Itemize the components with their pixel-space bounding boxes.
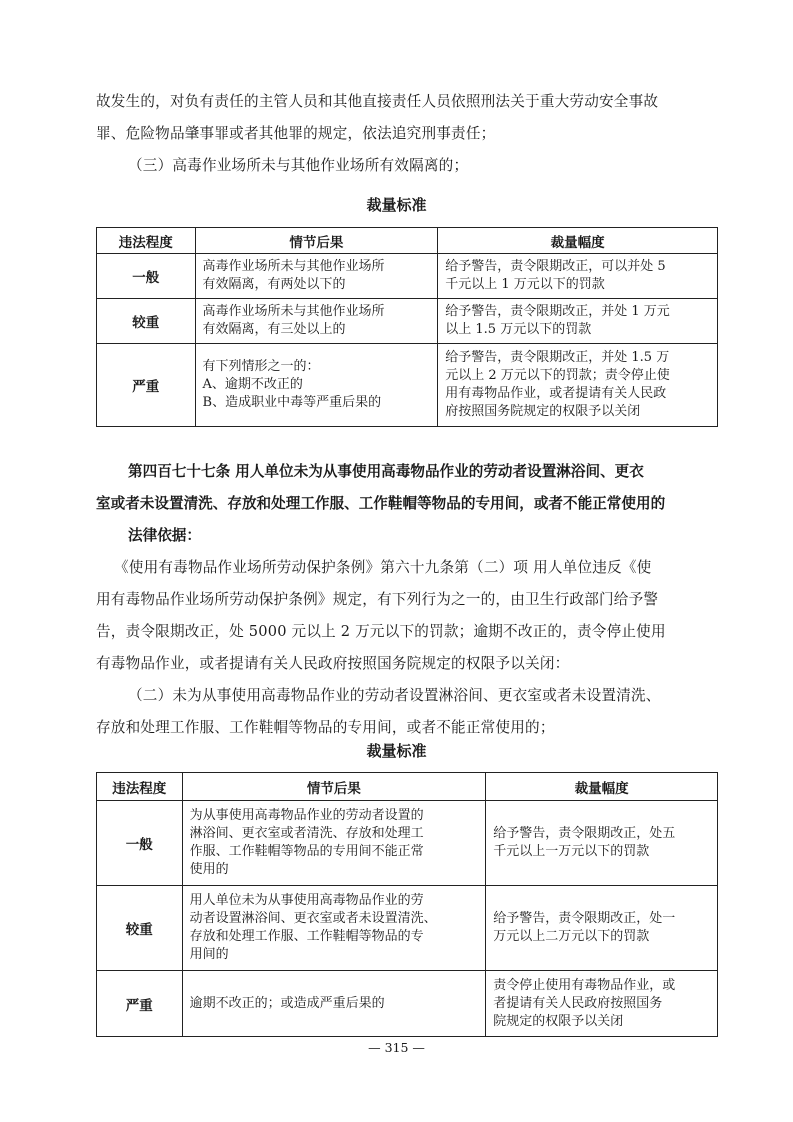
page-number: — 315 —	[368, 1040, 425, 1055]
table-header-row	[97, 773, 718, 801]
paragraph-line: 有毒物品作业，或者提请有关人民政府按照国务院规定的权限予以关闭：	[96, 655, 570, 672]
paragraph-line: 故发生的，对负有责任的主管人员和其他直接责任人员依照刑法关于重大劳动安全事故	[96, 93, 659, 110]
table1	[96, 227, 718, 427]
discretion-cell: 给予警告，责令限期改正，可以并处 5 千元以上 1 万元以下的罚款	[438, 254, 718, 299]
discretion-cell: 给予警告，责令限期改正，并处 1.5 万 元以上 2 万元以下的罚款；责令停止使 用有毒物品作业，或者提请有关人民政 府按照国务院规定的权限予以关闭	[438, 344, 718, 427]
table-header-cell: 情节后果	[195, 228, 438, 254]
discretion-cell: 责令停止使用有毒物品作业，或 者提请有关人民政府按照国务 院规定的权限予以关闭	[486, 971, 718, 1037]
paragraph-line: 《使用有毒物品作业场所劳动保护条例》第六十九条第（二）项 用人单位违反《使	[114, 559, 652, 576]
paragraph-line: 用有毒物品作业场所劳动保护条例》规定，有下列行为之一的，由卫生行政部门给予警	[96, 591, 659, 608]
circumstance-cell: 为从事使用高毒物品作业的劳动者设置的 淋浴间、更衣室或者清洗、存放和处理工 作服、工作鞋帽等物品的专用间不能正常 使用的	[182, 801, 486, 886]
degree-cell: 一般	[97, 801, 183, 886]
table-header-cell: 情节后果	[182, 773, 486, 801]
discretion-cell: 给予警告，责令限期改正，处一 万元以上二万元以下的罚款	[486, 886, 718, 971]
discretion-cell: 给予警告，责令限期改正，处五 千元以上一万元以下的罚款	[486, 801, 718, 886]
table-header-cell: 违法程度	[97, 228, 196, 254]
table-header-cell: 违法程度	[97, 773, 183, 801]
paragraph-line: 告，责令限期改正，处 5000 元以上 2 万元以下的罚款；逾期不改正的，责令停止使用	[96, 623, 666, 640]
paragraph-line: （三）高毒作业场所未与其他作业场所有效隔离的；	[128, 157, 469, 174]
table-row	[97, 344, 718, 427]
legal-basis-label: 法律依据：	[128, 527, 201, 544]
table2-heading: 裁量标准	[366, 742, 427, 760]
degree-cell: 严重	[97, 971, 183, 1037]
table1-heading: 裁量标准	[366, 196, 427, 214]
table-header-row	[97, 228, 718, 254]
degree-cell: 一般	[97, 254, 196, 299]
table-header-cell: 裁量幅度	[486, 773, 718, 801]
degree-cell: 严重	[97, 344, 196, 427]
paragraph-line: 罪、危险物品肇事罪或者其他罪的规定，依法追究刑事责任；	[96, 125, 496, 142]
table-row	[97, 886, 718, 971]
degree-cell: 较重	[97, 886, 183, 971]
circumstance-cell: 有下列情形之一的： A、逾期不改正的 B、造成职业中毒等严重后果的	[195, 344, 438, 427]
table-row	[97, 299, 718, 344]
paragraph-line: （二）未为从事使用高毒物品作业的劳动者设置淋浴间、更衣室或者未设置清洗、	[128, 687, 661, 704]
circumstance-cell: 高毒作业场所未与其他作业场所 有效隔离，有两处以下的	[195, 254, 438, 299]
article-title: 第四百七十七条 用人单位未为从事使用高毒物品作业的劳动者设置淋浴间、更衣	[128, 463, 644, 480]
table2	[96, 772, 718, 1037]
circumstance-cell: 逾期不改正的；或造成严重后果的	[182, 971, 486, 1037]
table-header-cell: 裁量幅度	[438, 228, 718, 254]
circumstance-cell: 用人单位未为从事使用高毒物品作业的劳 动者设置淋浴间、更衣室或者未设置清洗、 存放和处理工作服、工作鞋帽等物品的专 用间的	[182, 886, 486, 971]
paragraph-line: 存放和处理工作服、工作鞋帽等物品的专用间，或者不能正常使用的；	[96, 719, 555, 736]
table-row	[97, 254, 718, 299]
discretion-cell: 给予警告，责令限期改正，并处 1 万元 以上 1.5 万元以下的罚款	[438, 299, 718, 344]
article-title: 室或者未设置清洗、存放和处理工作服、工作鞋帽等物品的专用间，或者不能正常使用的	[96, 495, 666, 512]
circumstance-cell: 高毒作业场所未与其他作业场所 有效隔离，有三处以上的	[195, 299, 438, 344]
table-row	[97, 971, 718, 1037]
table-row	[97, 801, 718, 886]
degree-cell: 较重	[97, 299, 196, 344]
